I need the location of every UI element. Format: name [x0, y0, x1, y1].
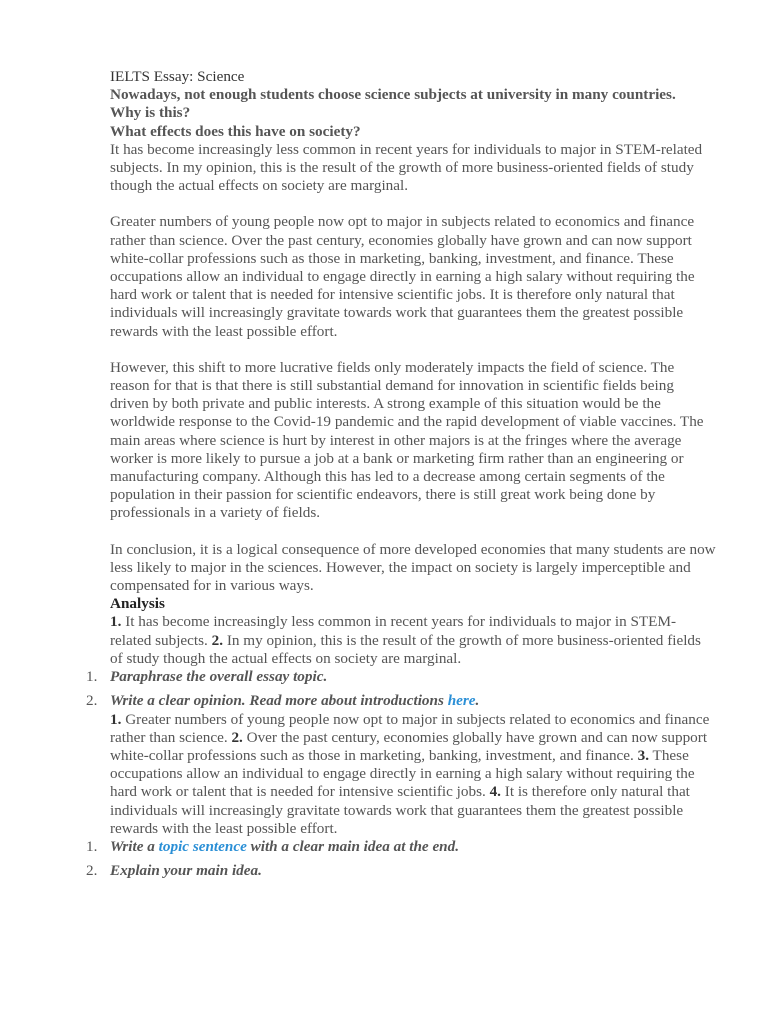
topic-sentence-link[interactable]: topic sentence	[158, 837, 247, 855]
sentence-text: It has become increasingly less common in recent years for individuals to major in STEM-related subjects.	[110, 613, 677, 649]
sentence-text: These occupations allow an individual to engage directly in earning a high salary without requiring the hard work or talent that is needed for intensive scientific jobs.	[110, 746, 695, 801]
question-effects: What effects does this have on society?	[110, 122, 361, 140]
sentence-text: Over the past century, economies globally have grown and can now support white-collar professions such as those in marketing, banking, investment, and finance.	[110, 728, 708, 764]
introductions-here-link[interactable]: here	[447, 692, 476, 710]
analysis-body-paragraph-1	[110, 711, 716, 838]
sentence-text: Greater numbers of young people now opt to major in subjects related to economics and finance rather than science.	[110, 710, 710, 746]
step-text: Write a	[110, 837, 159, 855]
essay-introduction: It has become increasingly less common in recent years for individuals to major in STEM-related subjects. In my opinion, this is the result of the growth of more business-oriented fields of study though the actual effects on society are marginal.	[110, 140, 703, 195]
essay-body-paragraph-1: Greater numbers of young people now opt to major in subjects related to economics and finance rather than science. Over the past century, economies globally have grown and can now support white-collar professions such as those in marketing, banking, investment, and finance. These occupations allow an individual to engage directly in earning a high salary without requiring the hard work or talent that is needed for intensive scientific jobs. It is therefore only natural that individuals will increasingly gravitate towards work that guarantees them the greatest possible rewards with the least possible effort.	[110, 213, 695, 340]
sentence-text: In my opinion, this is the result of the growth of more business-oriented fields of study though the actual effects on society are marginal.	[110, 631, 701, 667]
sentence-text: It is therefore only natural that individuals will increasingly gravitate towards work that guarantees them the greatest possible rewards with the least possible effort.	[110, 783, 690, 837]
list-item	[86, 668, 716, 686]
paragraph-gap	[110, 195, 716, 213]
sentence-number: 1.	[110, 710, 122, 728]
list-number: 2.	[86, 862, 98, 880]
sentence-number: 1.	[110, 613, 122, 631]
essay-content	[86, 68, 716, 880]
essay-body-paragraph-2: However, this shift to more lucrative fields only moderately impacts the field of science. The reason for that is that there is still substantial demand for innovation in scientific fields being driven by both private and public interests. A strong example of this situation would be the worldwide response to the Covid-19 pandemic and the rapid development of viable vaccines. The main areas where science is hurt by interest in other majors is at the fringes where the average worker is more likely to pursue a job at a bank or marketing firm rather than an engineering or manufacturing company. Although this has led to a decrease among certain segments of the population in their passion for scientific endeavors, there is still great work being done by professionals in a variety of fields.	[110, 358, 704, 522]
list-number: 1.	[86, 837, 98, 855]
list-item	[86, 862, 716, 880]
sentence-number: 2.	[211, 631, 224, 649]
list-item	[86, 692, 716, 710]
page-title: IELTS Essay: Science	[110, 68, 245, 85]
list-number: 1.	[86, 668, 98, 686]
essay-question: Nowadays, not enough students choose science subjects at university in many countries.	[110, 86, 676, 104]
step-text: Explain your main idea.	[110, 862, 262, 880]
paragraph-gap	[110, 341, 716, 359]
analysis-heading: Analysis	[110, 595, 165, 613]
sentence-number: 2.	[231, 728, 243, 746]
body-paragraph-steps-list	[86, 837, 716, 880]
essay-conclusion: In conclusion, it is a logical consequence of more developed economies that many students are now less likely to major in the sciences. However, the impact on society is largely imperceptible and compensated for in various ways.	[110, 540, 716, 595]
analysis-introduction	[110, 613, 716, 668]
paragraph-gap	[110, 523, 716, 541]
list-item	[86, 837, 716, 856]
step-text: Write a clear opinion. Read more about introductions	[110, 692, 448, 710]
list-number: 2.	[86, 692, 98, 710]
sentence-number: 3.	[637, 746, 650, 764]
step-text: Paraphrase the overall essay topic.	[110, 668, 328, 686]
step-text: with a clear main idea at the end.	[246, 837, 460, 855]
introduction-steps-list	[86, 668, 716, 710]
sentence-number: 4.	[489, 783, 501, 801]
question-why: Why is this?	[110, 104, 191, 122]
step-text: .	[475, 692, 480, 710]
